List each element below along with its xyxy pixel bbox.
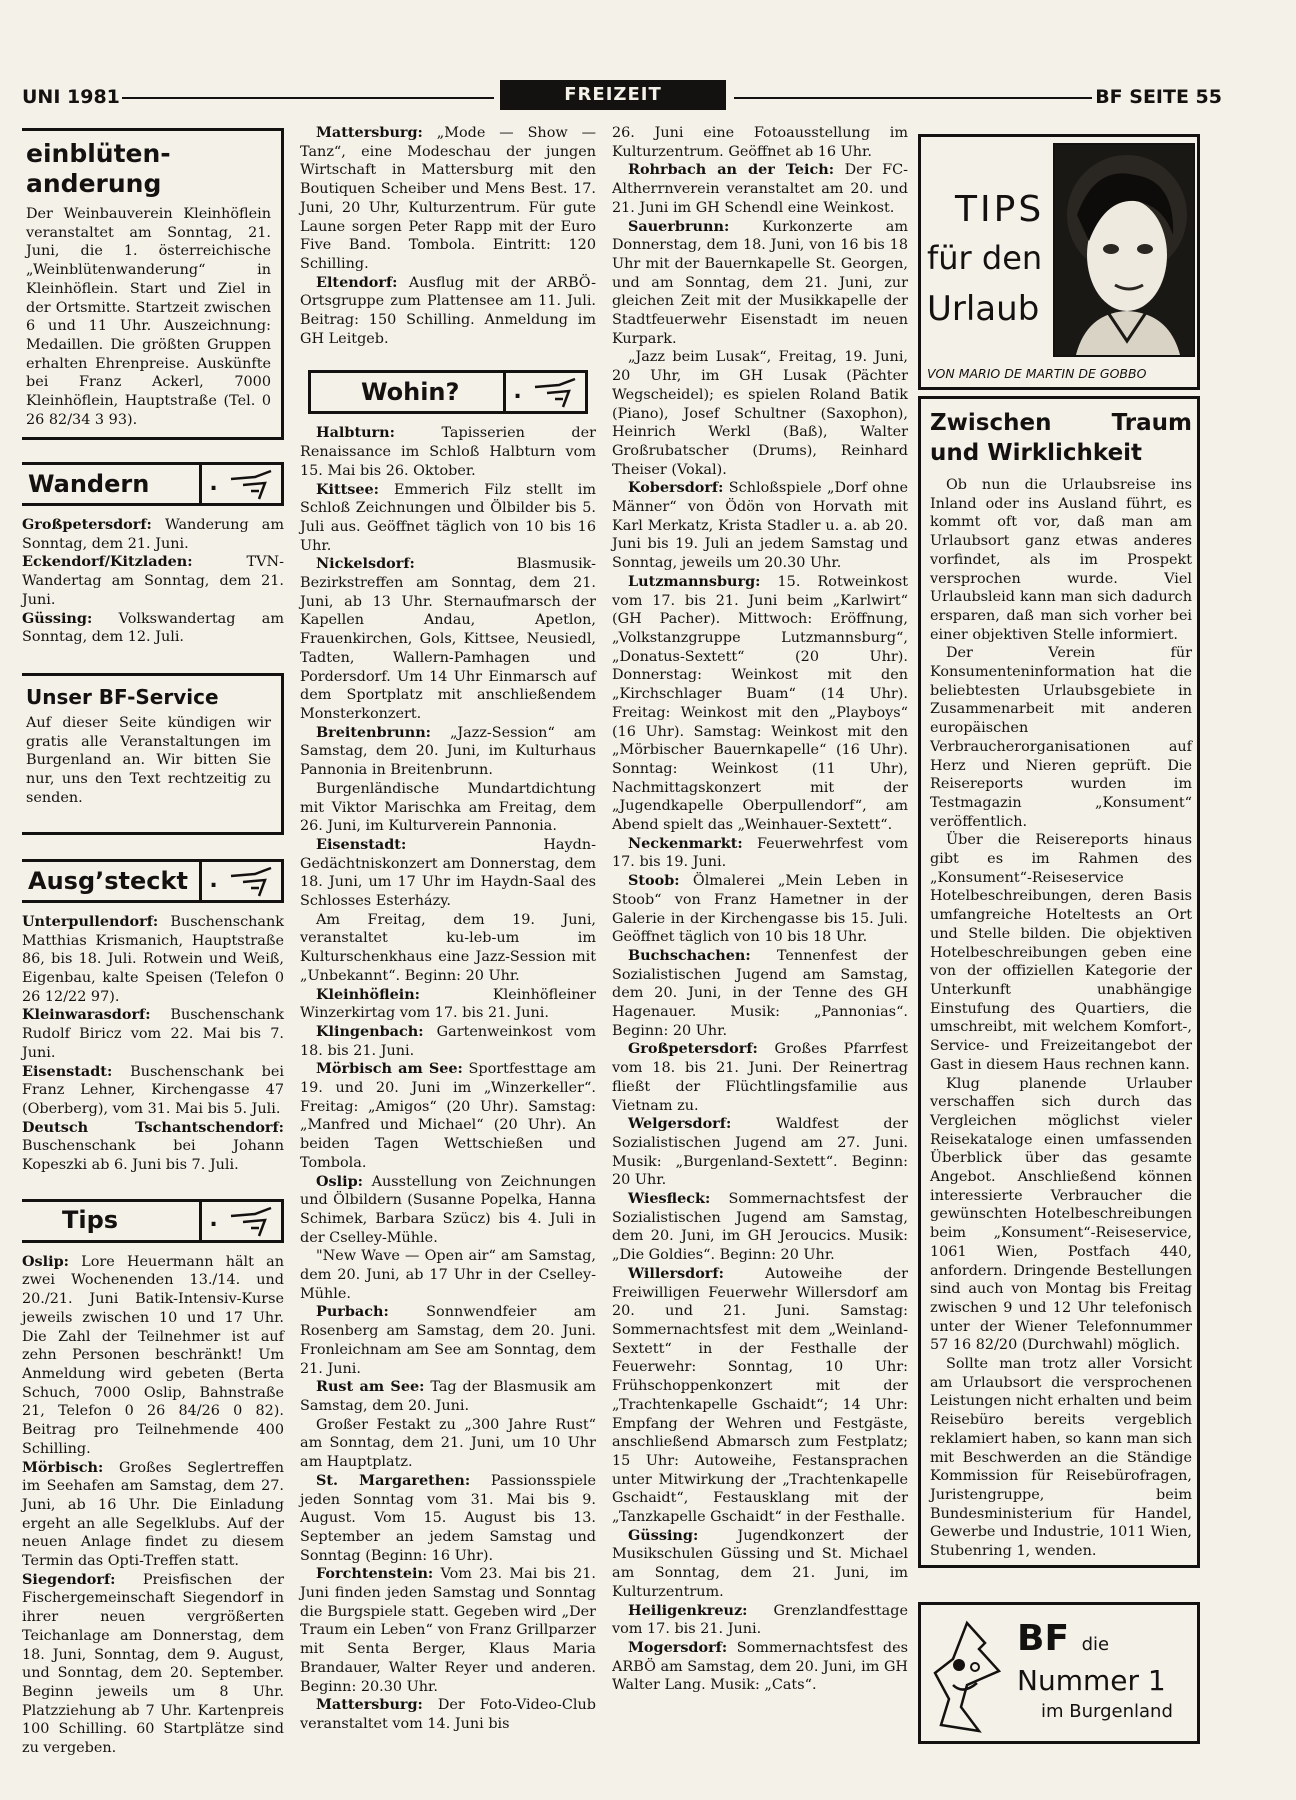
rubrik-ausgsteckt <box>22 859 284 903</box>
list-item: Lutzmannsburg: 15. Rotweinkost vom 17. bis 21. Juni beim „Karlwirt“ (GH Pacher). Mittwoch: Eröffnung, „Volkstanzgruppe Lutzmannsburg“, „Donatus-Sextett“ (20 Uhr). Donnerstag: Weinkost mit den „Kirchschlager Buam“ (14 Uhr). Freitag: Weinkost mit den „Playboys“ (16 Uhr). Samstag: Weinkost mit den „Mörbischer Bauernkapelle“ (16 Uhr). Sonntag: Weinkost (11 Uhr), Nachmittagskonzert mit der „Jugendkapelle Oberpullendorf“, am Abend spielt das „Weinhauer-Sextett“. <box>612 572 908 834</box>
list-item: Oslip: Lore Heuermann hält an zwei Wochenenden 13./14. und 20./21. Juni Batik-Intensiv-Kurse jeweils zwischen 10 und 17 Uhr. Die Zahl der Teilnehmer ist auf zehn Personen beschränkt! Um Anmeldung wird gebeten (Berta Schuch, 7000 Oslip, Bahnstraße 21, Telefon 0 26 84/26 0 82). Beitrag pro Teilnehmende 400 Schilling. <box>22 1252 284 1457</box>
article-title: Zwischen Traum und Wirklichkeit <box>930 410 1192 466</box>
list-item: "New Wave — Open air“ am Samstag, dem 20. Juni, ab 17 Uhr in der Cselley-Mühle. <box>300 1248 596 1302</box>
list-item: Mattersburg: „Mode — Show — Tanz“, eine Modeschau der jungen Wirtschaft in Mattersburg mit den Boutiquen Scheiber und Mens Best. 17. Juni, 20 Uhr, Kulturzentrum. Für gute Laune sorgen Peter Rapp mit der Euro Five Band. Tombola. Eintritt: 120 Schilling. <box>300 124 596 272</box>
bf-advertisement <box>918 1602 1200 1744</box>
list-item: Heiligenkreuz: Grenzlandfesttage vom 17. bis 21. Juni. <box>612 1601 908 1638</box>
list-item: Kobersdorf: Schloßspiele „Dorf ohne Männer“ von Ödön von Horvath mit Karl Merkatz, Krista Stadler u. a. ab 20. Juni bis 19. Juli an jedem Samstag und Sonntag, jeweils um 20.30 Uhr. <box>612 479 908 572</box>
page-number: BF SEITE 55 <box>1095 86 1222 108</box>
column-3 <box>612 124 908 1695</box>
list-item: Mogersdorf: Sommernachtsfest des ARBÖ am Samstag, dem 20. Juni, im GH Walter Lang. Musik: „Cats“. <box>612 1638 908 1694</box>
service-title: Unser BF-Service <box>26 684 219 709</box>
list-item: Buchschachen: Tennenfest der Sozialistischen Jugend am Samstag, dem 20. Juni, in der Tenne des GH Hagenauer. Musik: „Pannonias“. Beginn: 20 Uhr. <box>612 946 908 1039</box>
rubrik-dot: . <box>503 370 529 414</box>
list-item: Mörbisch: Großes Seglertreffen im Seehafen am Samstag, dem 27. Juni, ab 16 Uhr. Die Einladung ergeht an alle Segelklubs. Auf der neuen Anlage findet zu diesem Termin das Opti-Treffen statt. <box>22 1458 284 1570</box>
tips-list <box>22 1253 284 1758</box>
rubrik-tips-title: Tips <box>62 1206 119 1235</box>
pointing-hand-icon <box>225 862 281 900</box>
rubrik-tips <box>22 1199 284 1243</box>
list-item: Eltendorf: Ausflug mit der ARBÖ-Ortsgruppe zum Plattensee am 11. Juli. Beitrag: 150 Schilling. Anmeldung im GH Leitgeb. <box>300 273 596 347</box>
rubrik-ausgsteckt-title: Ausg’steckt <box>28 866 188 895</box>
list-item: Welgersdorf: Waldfest der Sozialistischen Jugend am 27. Juni. Musik: „Burgenland-Sextett“. Beginn: 20 Uhr. <box>612 1115 908 1189</box>
page-header <box>22 80 1222 116</box>
wohin-list <box>300 424 596 1733</box>
list-item: Wiesfleck: Sommernachtsfest der Sozialistischen Jugend am Samstag, dem 20. Juni, im GH Jeroucics. Musik: „Die Goldies“. Beginn: 20 Uhr. <box>612 1190 908 1264</box>
article-paragraph: Ob nun die Urlaubsreise ins Inland oder ins Ausland führt, es kommt oft vor, daß man am Urlaubsort ganz etwas anderes vorfindet, als im Prospekt versprochen wurde. Viel Urlaubsleid kann man sich dadurch ersparen, daß man sich vorher bei einer objektiven Stelle informiert. <box>930 477 1192 643</box>
ad-line2: Nummer 1 <box>1017 1664 1166 1697</box>
list-item: Mörbisch am See: Sportfesttage am 19. und 20. Juni im „Winzerkeller“. Freitag: „Amigos“ (20 Uhr). Samstag: „Manfred und Michael“ (20 Uhr). An beiden Tagen Wettschießen und Tombola. <box>300 1060 596 1171</box>
wandern-list <box>22 516 284 647</box>
list-item: Güssing: Jugendkonzert der Musikschulen Güssing und St. Michael am Sonntag, dem 21. Juni, im Kulturzentrum. <box>612 1526 908 1600</box>
list-item: Eisenstadt: Buschenschank bei Franz Lehner, Kirchengasse 47 (Oberberg), vom 31. Mai bis 5. Juli. <box>22 1062 284 1117</box>
list-item: Forchtenstein: Vom 23. Mai bis 21. Juni finden jeden Samstag und Sonntag die Burgspiele statt. Gegeben wird „Der Traum ein Leben“ von Franz Grillparzer mit Senta Berger, Klaus Maria Brandauer, Walter Reyer und anderen. Beginn: 20.30 Uhr. <box>300 1565 596 1695</box>
list-item: Kleinwarasdorf: Buschenschank Rudolf Biricz vom 22. Mai bis 7. Juni. <box>22 1006 284 1061</box>
column-2 <box>300 124 596 1734</box>
article-paragraph: Über die Reisereports hinaus gibt es im Rahmen des „Konsument“-Reiseservice Hotelbeschreibungen, deren Basis umfangreiche Hoteltests an Ort und Stelle bilden. Die objektiven Hotelbeschreibungen geben eine von der offiziellen Kategorie der Unterkunft unabhängige Einstufung des Quartiers, die umschreibt, mit welchem Komfort-, Service- und Freizeitangebot der Gast in diesem Haus rechnen kann. <box>930 832 1192 1073</box>
pointing-hand-icon <box>529 373 585 411</box>
weinblueten-title-line1: einblüten- <box>26 139 171 168</box>
list-item: Purbach: Sonnwendfeier am Rosenberg am Samstag, dem 20. Juni. Fronleichnam am See am Sonntag, dem 21. Juni. <box>300 1303 596 1377</box>
list-item: Nickelsdorf: Blasmusik-Bezirkstreffen am Sonntag, dem 21. Juni, ab 13 Uhr. Sternaufmarsch der Kapellen Andau, Apetlon, Frauenkirchen, Gols, Kittsee, Neusiedl, Tadten, Wallern-Pamhagen und Pordersdorf. Um 14 Uhr Einmarsch auf dem Sportplatz mit anschließendem Monsterkonzert. <box>300 555 596 722</box>
service-box <box>22 673 284 835</box>
byline: VON MARIO DE MARTIN DE GOBBO <box>927 366 1147 381</box>
rubrik-wandern-title: Wandern <box>28 469 150 498</box>
list-item: „Jazz beim Lusak“, Freitag, 19. Juni, 20 Uhr, im GH Lusak (Pächter Wegscheidel); es spielen Roland Batik (Piano), Josef Schultner (Saxophon), Heinrich Werkl (Baß), Walter Großrubatscher (Drums), Reinhard Theiser (Vokal). <box>612 349 908 478</box>
list-item: St. Margarethen: Passionsspiele jeden Sonntag vom 31. Mai bis 9. August. Vom 15. August bis 13. September an jedem Samstag und Sonntag (Beginn: 16 Uhr). <box>300 1471 596 1564</box>
list-item: Breitenbrunn: „Jazz-Session“ am Samstag, dem 20. Juni, im Kulturhaus Pannonia in Breitenbrunn. <box>300 723 596 779</box>
list-item: Rust am See: Tag der Blasmusik am Samstag, dem 20. Juni. <box>300 1378 596 1414</box>
list-item: Eisenstadt: Haydn-Gedächtniskonzert am Donnerstag, dem 18. Juni, um 17 Uhr im Haydn-Saal des Schlosses Esterházy. <box>300 835 596 910</box>
pointing-hand-icon <box>225 465 281 503</box>
tips-fuer-den-urlaub-box <box>918 134 1200 390</box>
rubrik-wandern <box>22 462 284 506</box>
list-item: Burgenländische Mundartdichtung mit Viktor Marischka am Freitag, dem 26. Juni, im Kulturverein Pannonia. <box>300 780 596 835</box>
list-item: Unterpullendorf: Buschenschank Matthias Krismanich, Hauptstraße 86, bis 18. Juli. Rotwein und Weiß, Eigenbau, kalte Speisen (Telefon 0 26 12/22 97). <box>22 912 284 1005</box>
tips-word-line3: Urlaub <box>927 289 1040 329</box>
list-item: Neckenmarkt: Feuerwehrfest vom 17. bis 19. Juni. <box>612 834 908 871</box>
ad-line3: im Burgenland <box>1041 1701 1173 1722</box>
list-item: Großpetersdorf: Großes Pfarrfest vom 18. bis 21. Juni. Der Reinertrag fließt der Flüchtlingsfamilie aus Vietnam zu. <box>612 1040 908 1114</box>
header-rule-left <box>122 97 494 99</box>
author-portrait <box>1053 143 1195 357</box>
rubrik-dot: . <box>199 462 225 506</box>
list-item: Güssing: Volkswandertag am Sonntag, dem 12. Juli. <box>22 609 284 646</box>
list-item: Oslip: Ausstellung von Zeichnungen und Ölbildern (Susanne Popelka, Hanna Schimek, Barbara Szücz) bis 4. Juli in der Cselley-Mühle. <box>300 1172 596 1246</box>
column-1 <box>22 128 284 1758</box>
section-title: FREIZEIT <box>500 80 726 110</box>
list-item: Siegendorf: Preisfischen der Fischergemeinschaft Siegendorf in ihrer neuen vergrößerten Teichanlage am Donnerstag, dem 18. Juni, Sonntag, dem 9. August, und Sonntag, dem 20. September. Beginn jeweils um 8 Uhr. Platzziehung ab 7 Uhr. Kartenpreis 100 Schilling. 60 Startplätze sind zu vergeben. <box>22 1570 284 1757</box>
weinblueten-box <box>22 128 284 440</box>
article-paragraph: Sollte man trotz aller Vorsicht am Urlaubsort die versprochenen Leistungen nicht erhalten und beim Reisebüro bereits vergeblich reklamiert haben, so kann man sich mit Beschwerden an die Ständige Kommission für Reisebürofragen, Juristengruppe, beim Bundesministerium für Handel, Gewerbe und Industrie, 1011 Wien, Stubenring 1, wenden. <box>930 1356 1192 1560</box>
issue-date: UNI 1981 <box>22 86 120 108</box>
article-frame <box>918 396 1200 1568</box>
rubrik-dot: . <box>199 1199 225 1243</box>
weinblueten-text: Der Weinbauverein Kleinhöflein veranstaltet am Sonntag, 21. Juni, die 1. österreichische „Weinblütenwanderung“ in Kleinhöflein. Start und Ziel in der Ortsmitte. Startzeit zwischen 6 und 11 Uhr. Auszeichnung: Medaillen. Die größten Gruppen erhalten Ehrenpreise. Auskünfte bei Franz Ackerl, 7000 Kleinhöflein, Hauptstraße (Tel. 0 26 82/34 3 93). <box>26 206 271 428</box>
list-item: Halbturn: Tapisserien der Renaissance im Schloß Halbturn vom 15. Mai bis 26. Oktober. <box>300 424 596 479</box>
list-item: Rohrbach an der Teich: Der FC-Altherrnverein veranstaltet am 20. und 21. Juni im GH Schendl eine Weinkost. <box>612 161 908 216</box>
ad-brand: BF die <box>1017 1618 1110 1659</box>
service-text: Auf dieser Seite kündigen wir gratis alle Veranstaltungen im Burgenland an. Wir bitten Sie nur, uns den Text rechtzeitig zu senden. <box>26 714 271 806</box>
article-paragraph: Klug planende Urlauber verschaffen sich durch das Vergleichen möglichst vieler Reisekataloge einen umfassenden Überblick über das gesamte Angebot. Anschließend können interessierte Verbraucher die gewünschten Hotelbeschreibungen beim „Konsument“-Reiseservice, 1061 Wien, Postfach 440, anfordern. Dringende Bestellungen sind auch von Montag bis Freitag zwischen 9 und 12 Uhr telefonisch unter der Wiener Telefonnummer 57 16 82/20 (Durchwahl) möglich. <box>930 1075 1192 1354</box>
tips-word-line1: TIPS <box>955 189 1045 230</box>
article-paragraph: Der Verein für Konsumenteninformation hat die beliebtesten Urlaubsgebiete in Zusammenarbeit mit anderen europäischen Verbraucherorganisationen auf Herz und Nieren geprüft. Die Reisereports wurden im Testmagazin „Konsument“ veröffentlich. <box>930 645 1192 830</box>
weinblueten-title-line2: anderung <box>26 169 162 198</box>
list-item: Kleinhöflein: Kleinhöfleiner Winzerkirtag vom 17. bis 21. Juni. <box>300 985 596 1022</box>
rubrik-dot: . <box>199 859 225 903</box>
list-item: Sauerbrunn: Kurkonzerte am Donnerstag, dem 18. Juni, von 16 bis 18 Uhr mit der Bauernkapelle St. Georgen, und am Sonntag, dem 21. Juni, zur gleichen Zeit mit der Musikkapelle der Stadtfeuerwehr Eisenstadt im neuen Kurpark. <box>612 217 908 347</box>
portrait-image <box>1055 145 1195 357</box>
ausgsteckt-list <box>22 913 284 1175</box>
rubrik-wohin <box>308 370 588 414</box>
list-item: Mattersburg: Der Foto-Video-Club veranstaltet vom 14. Juni bis <box>300 1696 596 1732</box>
pointing-hand-icon <box>225 1202 281 1240</box>
list-item: Deutsch Tschantschendorf: Buschenschank bei Johann Kopeszki ab 6. Juni bis 7. Juli. <box>22 1118 284 1174</box>
list-item: Großpetersdorf: Wanderung am Sonntag, dem 21. Juni. <box>22 516 284 552</box>
list-item: Stoob: Ölmalerei „Mein Leben in Stoob“ von Franz Hametner in der Galerie in der Kirchengasse bis 15. Juli. Geöffnet täglich von 10 bis 18 Uhr. <box>612 872 908 946</box>
header-rule-right <box>734 97 1092 99</box>
list-item: Großer Festakt zu „300 Jahre Rust“ am Sonntag, dem 21. Juni, um 10 Uhr am Hauptplatz. <box>300 1416 596 1471</box>
rubrik-wohin-title: Wohin? <box>361 378 460 407</box>
col2-top-list <box>300 124 596 348</box>
tips-word-line2: für den <box>927 239 1043 277</box>
list-item: Eckendorf/Kitzladen: TVN-Wandertag am Sonntag, dem 21. Juni. <box>22 553 284 608</box>
list-item: Klingenbach: Gartenweinkost vom 18. bis 21. Juni. <box>300 1022 596 1059</box>
list-item: Willersdorf: Autoweihe der Freiwilligen Feuerwehr Willersdorf am 20. und 21. Juni. Samstag: Sommernachtsfest mit dem „Weinland-Sextett“ in der Festhalle der Feuerwehr: Sonntag, 10 Uhr: Frühschoppenkonzert mit der „Trachtenkapelle Gschaidt“; 14 Uhr: Empfang der Wehren und Festgäste, anschließend Abmarsch zum Festplatz; 15 Uhr: Autoweihe, Festansprachen unter Mitwirkung der „Trachtenkapelle Gschaidt“, Festausklang mit der „Tanzkapelle Gschaidt“ in der Festhalle. <box>612 1264 908 1526</box>
list-item: Am Freitag, dem 19. Juni, veranstaltet ku-leb-um im Kulturschenkhaus eine Jazz-Session mit „Unbekannt“. Beginn: 20 Uhr. <box>300 911 596 984</box>
list-item: 26. Juni eine Fotoausstellung im Kulturzentrum. Geöffnet ab 16 Uhr. <box>612 125 908 160</box>
list-item: Kittsee: Emmerich Filz stellt im Schloß Zeichnungen und Ölbilder bis 5. Juli aus. Geöffnet täglich von 10 bis 16 Uhr. <box>300 480 596 554</box>
mascot-icon <box>927 1613 1013 1737</box>
